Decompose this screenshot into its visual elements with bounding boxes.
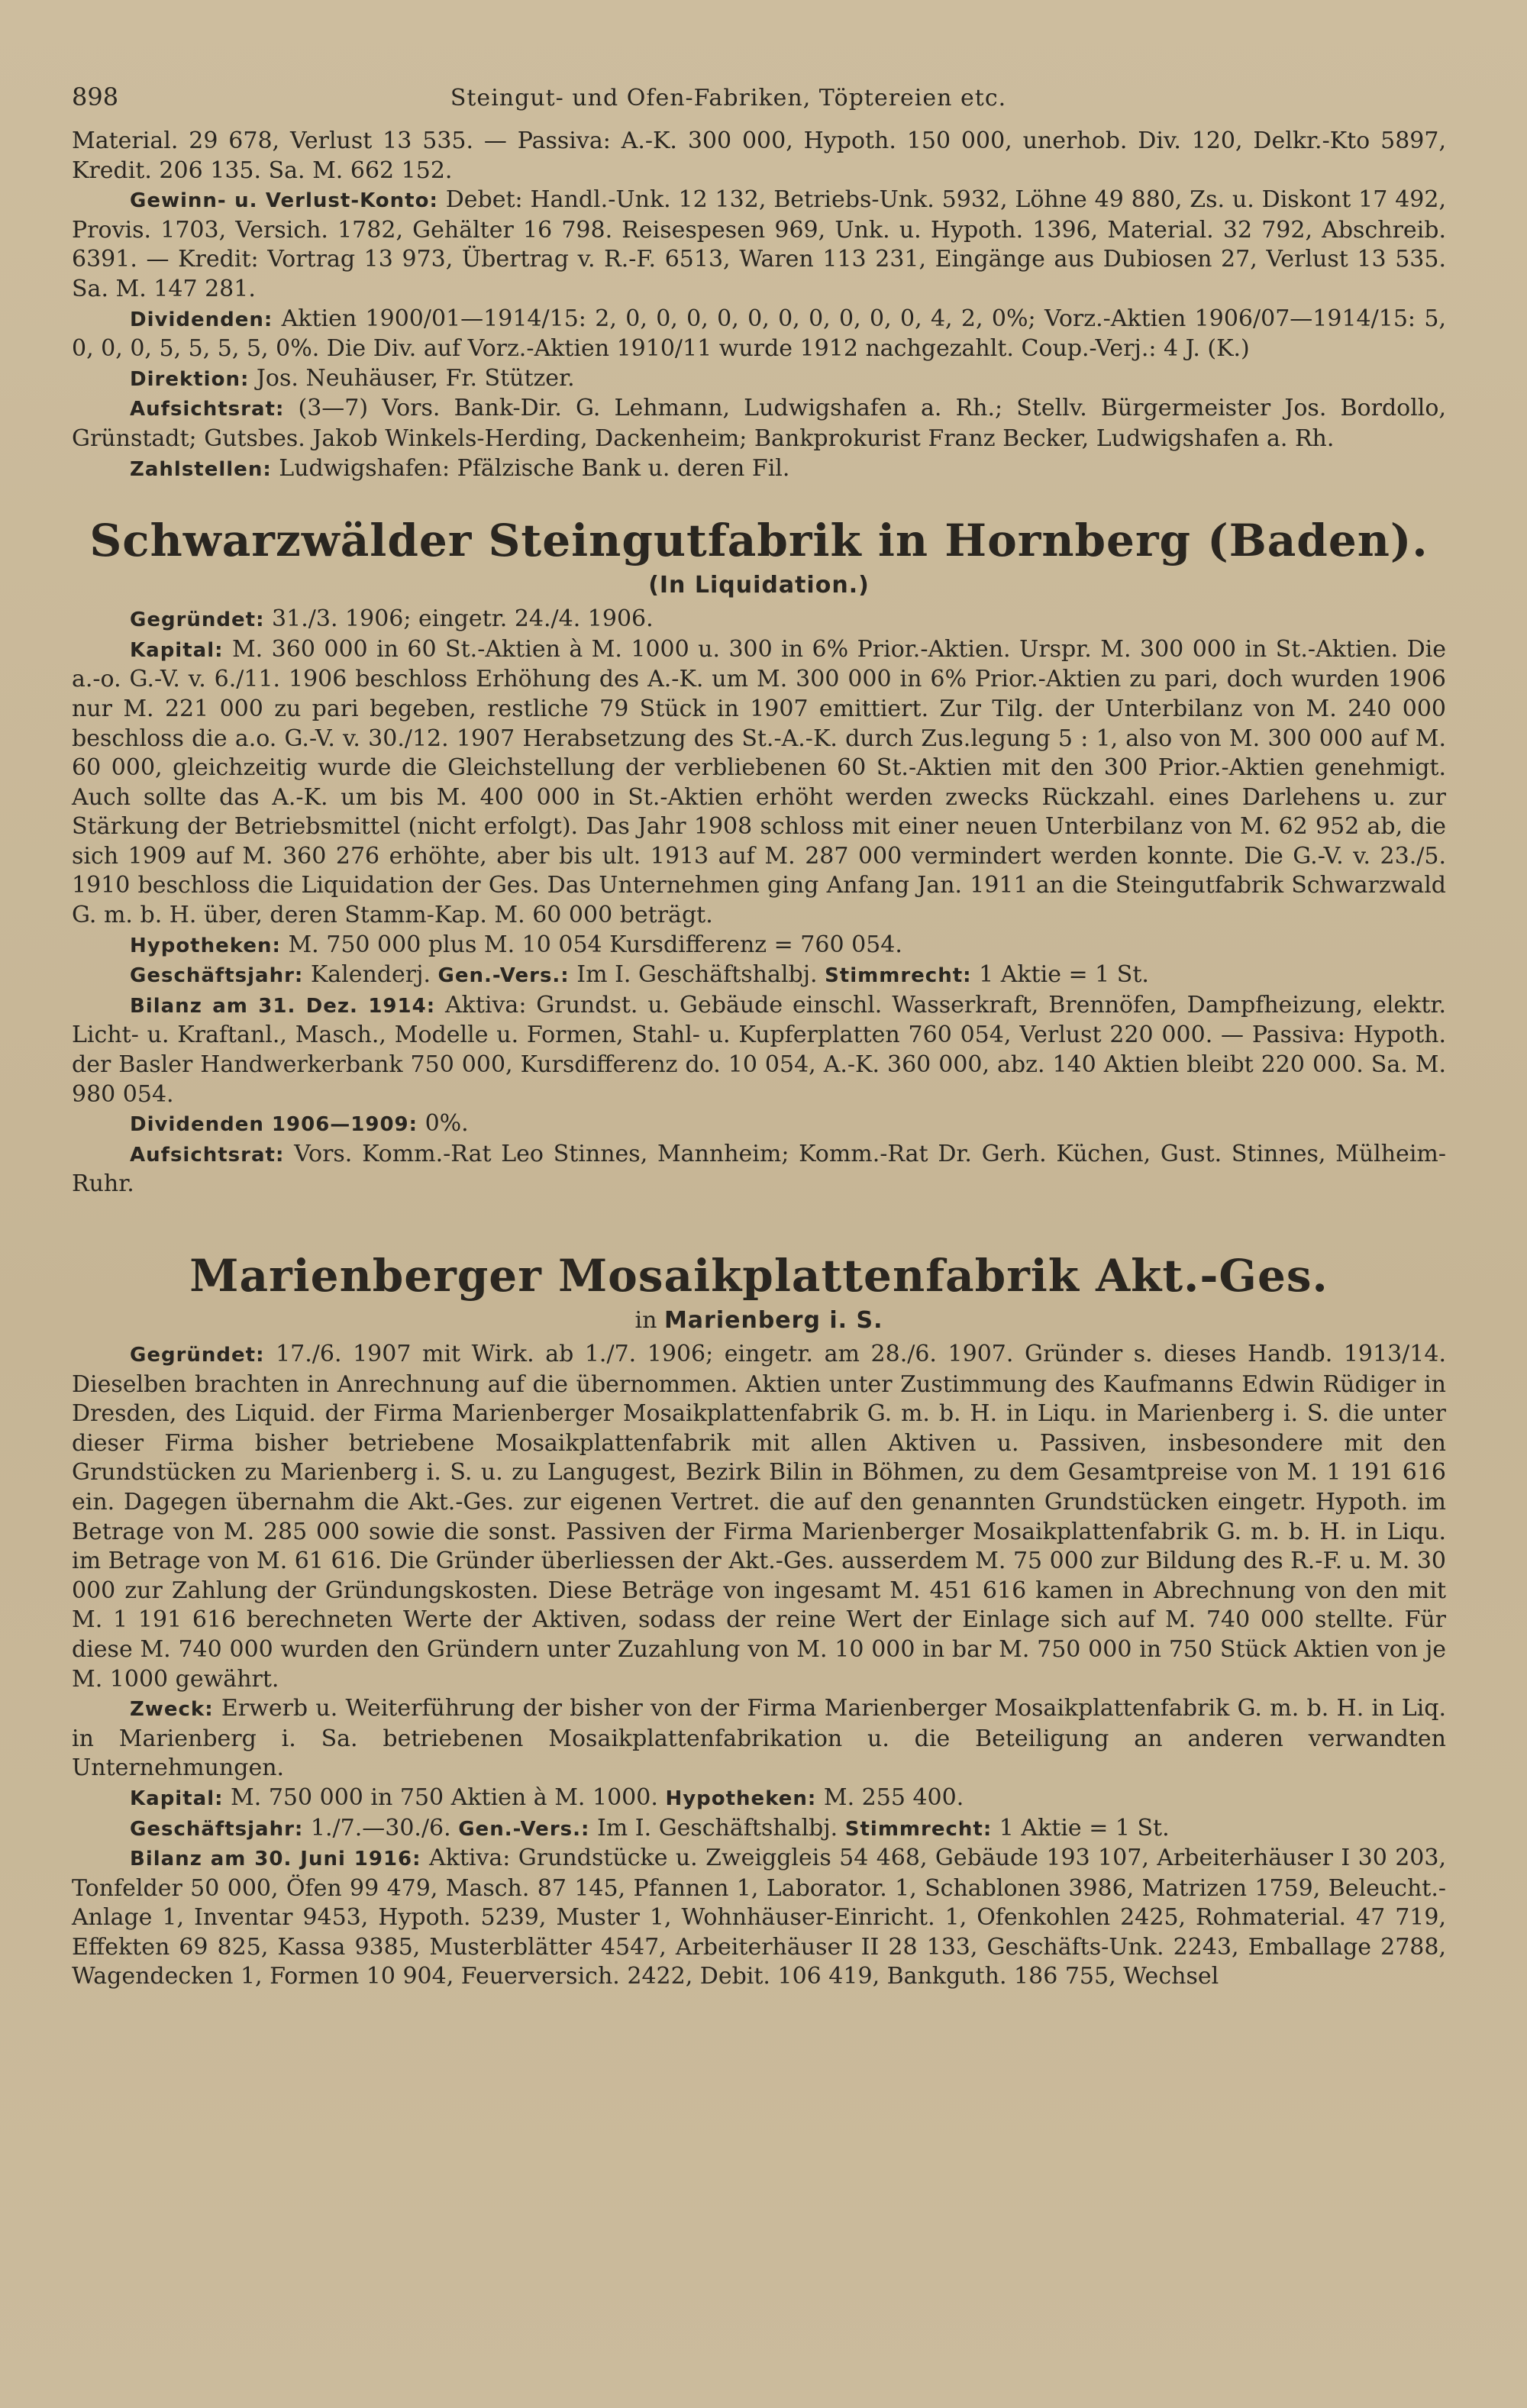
prev-aufsichtsrat-text: (3—7) Vors. Bank-Dir. G. Lehmann, Ludwigshafen a. Rh.; Stellv. Bürgermeister Jos. Bordollo, Grünstadt; Gutsbes. Jakob Winkels-Herding, Dackenheim; Bankprokurist Franz Becker, Ludwigshafen a. Rh. — [72, 395, 1446, 452]
prev-dividenden-label: Dividenden: — [130, 308, 273, 331]
marienberg-subtitle-prefix: in — [634, 1307, 657, 1334]
schwarzwald-stimmrecht-text: 1 Aktie = 1 St. — [979, 961, 1149, 989]
schwarzwald-dividenden-label: Dividenden 1906—1909: — [130, 1113, 418, 1137]
marienberg-stimmrecht-label: Stimmrecht: — [844, 1817, 993, 1841]
prev-aufsichtsrat-label: Aufsichtsrat: — [130, 398, 285, 421]
prev-zahlstellen-label: Zahlstellen: — [130, 457, 272, 481]
marienberg-kapital-label: Kapital: — [130, 1787, 224, 1810]
schwarzwald-aufsichtsrat-paragraph — [72, 1140, 1446, 1199]
running-title: Steingut- und Ofen-Fabriken, Töptereien etc. — [450, 85, 1007, 111]
marienberg-bilanz-label: Bilanz am 30. Juni 1916: — [130, 1848, 421, 1871]
marienberg-bilanz-text: Aktiva: Grundstücke u. Zweiggleis 54 468, Gebäude 193 107, Arbeiterhäuser I 30 203, Tonfelder 50 000, Öfen 99 479, Masch. 87 145, Pfannen 1, Laborator. 1, Schablonen 3986, Matrizen 1759, Beleucht.-Anlage 1, Inventar 9453, Hypoth. 5239, Muster 1, Wohnhäuser-Einricht. 1, Ofenkohlen 2425, Rohmaterial. 47 719, Effekten 69 825, Kassa 9385, Musterblätter 4547, Arbeiterhäuser II 28 133, Geschäfts-Unk. 2243, Emballage 2788, Wagendecken 1, Formen 10 904, Feuerversich. 2422, Debit. 106 419, Bankguth. 186 755, Wechsel — [72, 1845, 1446, 1990]
schwarzwald-bilanz-paragraph — [72, 991, 1446, 1109]
schwarzwald-bilanz-label: Bilanz am 31. Dez. 1914: — [130, 994, 436, 1018]
prev-direktion-text: Jos. Neuhäuser, Fr. Stützer. — [256, 364, 575, 392]
schwarzwald-kapital-paragraph — [72, 635, 1446, 931]
schwarzwald-geschaeftsjahr-text: Kalenderj. — [310, 961, 431, 989]
marienberg-geschaeftsjahr-label: Geschäftsjahr: — [130, 1817, 304, 1841]
marienberg-subtitle-place: Marienberg i. S. — [663, 1307, 883, 1334]
marienberg-gegruendet-label: Gegründet: — [130, 1344, 265, 1367]
schwarzwald-dividenden-paragraph — [72, 1109, 1446, 1140]
schwarzwald-kapital-text: M. 360 000 in 60 St.-Aktien à M. 1000 u. 300 in 6% Prior.-Aktien. Urspr. M. 300 000 in St.-Aktien. Die a.-o. G.-V. v. 6./11. 1906 beschloss Erhöhung des A.-K. um M. 300 000 in 6% Prior.-Aktien zu pari, doch wurden 1906 nur M. 221 000 zu pari begeben, restliche 79 Stück in 1907 emittiert. Zur Tilg. der Unterbilanz von M. 240 000 beschloss die a.o. G.-V. v. 30./12. 1907 Herabsetzung des St.-A.-K. durch Zus.legung 5 : 1, also von M. 300 000 auf M. 60 000, gleichzeitig wurde die Gleichstellung der verbliebenen 60 St.-Aktien mit den 300 Prior.-Aktien genehmigt. Auch sollte das A.-K. um bis M. 400 000 in St.-Aktien erhöht werden zwecks Rückzahl. eines Darlehens u. zur Stärkung der Betriebsmittel (nicht erfolgt). Das Jahr 1908 schloss mit einer neuen Unterbilanz von M. 62 952 ab, die sich 1909 auf M. 360 276 erhöhte, aber bis ult. 1913 auf M. 287 000 vermindert werden konnte. Die G.-V. v. 23./5. 1910 beschloss die Liquidation der Ges. Das Unternehmen ging Anfang Jan. 1911 an die Steingutfabrik Schwarzwald G. m. b. H. über, deren Stamm-Kap. M. 60 000 beträgt. — [72, 635, 1446, 929]
prev-direktion-paragraph — [72, 364, 1446, 395]
marienberg-gegruendet-paragraph — [72, 1340, 1446, 1694]
page-header — [72, 82, 1446, 127]
schwarzwald-section — [72, 510, 1446, 1199]
prev-dividenden-paragraph — [72, 305, 1446, 364]
schwarzwald-dividenden-text: 0%. — [425, 1110, 469, 1138]
marienberg-kapital-paragraph — [72, 1783, 1446, 1814]
prev-zahlstellen-paragraph — [72, 454, 1446, 485]
marienberg-geschaeftsjahr-paragraph — [72, 1814, 1446, 1845]
page-body — [72, 127, 1446, 1992]
prev-dividenden-text: Aktien 1900/01—1914/15: 2, 0, 0, 0, 0, 0, 0, 0, 0, 0, 0, 4, 2, 0%; Vorz.-Aktien 1906/07—1914/15: 5, 0, 0, 0, 5, 5, 5, 5, 0%. Die Div. auf Vorz.-Aktien 1910/11 wurde 1912 nachgezahlt. Coup.-Verj.: 4 J. (K.) — [72, 305, 1446, 363]
schwarzwald-hypotheken-text: M. 750 000 plus M. 10 054 Kursdifferenz = 760 054. — [288, 931, 902, 958]
prev-gewinn-paragraph — [72, 186, 1446, 304]
schwarzwald-geschaeftsjahr-paragraph — [72, 960, 1446, 991]
marienberg-section — [72, 1245, 1446, 1992]
prev-balance-text: Material. 29 678, Verlust 13 535. — Passiva: A.-K. 300 000, Hypoth. 150 000, unerhob. Div. 120, Delkr.-Kto 5897, Kredit. 206 135. Sa. M. 662 152. — [72, 128, 1446, 184]
prev-zahlstellen-text: Ludwigshafen: Pfälzische Bank u. deren Fil. — [279, 454, 790, 482]
prev-balance-paragraph — [72, 127, 1446, 186]
schwarzwald-title: Schwarzwälder Steingutfabrik in Hornberg (Baden). — [89, 515, 1429, 567]
prev-direktion-label: Direktion: — [130, 367, 250, 391]
schwarzwald-subtitle-text: (In Liquidation.) — [648, 572, 870, 599]
marienberg-stimmrecht-text: 1 Aktie = 1 St. — [999, 1814, 1170, 1842]
schwarzwald-genvers-label: Gen.-Vers.: — [437, 964, 570, 988]
schwarzwald-aufsichtsrat-text: Vors. Komm.-Rat Leo Stinnes, Mannheim; Komm.-Rat Dr. Gerh. Küchen, Gust. Stinnes, Mülheim-Ruhr. — [72, 1140, 1446, 1198]
marienberg-gegruendet-text: 17./6. 1907 mit Wirk. ab 1./7. 1906; eingetr. am 28./6. 1907. Gründer s. dieses Handb. 1913/14. Dieselben brachten in Anrechnung auf die übernommen. Aktien unter Zustimmung des Kaufmanns Edwin Rüdiger in Dresden, des Liquid. der Firma Marienberger Mosaikplattenfabrik G. m. b. H. in Liqu. in Marienberg i. S. die unter dieser Firma bisher betriebene Mosaikplattenfabrik mit allen Aktiven u. Passiven, insbesondere mit den Grundstücken zu Marienberg i. S. u. zu Langugest, Bezirk Bilin in Böhmen, zu dem Gesamtpreise von M. 1 191 616 ein. Dagegen übernahm die Akt.-Ges. zur eigenen Vertret. die auf den genannten Grundstücken eingetr. Hypoth. im Betrage von M. 285 000 sowie die sonst. Passiven der Firma Marienberger Mosaikplattenfabrik G. m. b. H. in Liqu. im Betrage von M. 61 616. Die Gründer überliessen der Akt.-Ges. ausserdem M. 75 000 zur Bildung des R.-F. u. M. 30 000 zur Zahlung der Gründungskosten. Diese Beträge von ingesamt M. 451 616 kamen in Abrechnung von den mit M. 1 191 616 berechneten Werte der Aktiven, sodass der reine Wert der Einlage sich auf M. 740 000 stellte. Für diese M. 740 000 wurden den Gründern unter Zuzahlung von M. 10 000 in bar M. 750 000 in 750 Stück Aktien von je M. 1000 gewährt. — [72, 1341, 1447, 1693]
marienberg-geschaeftsjahr-text: 1./7.—30./6. — [310, 1814, 451, 1842]
schwarzwald-geschaeftsjahr-label: Geschäftsjahr: — [130, 964, 304, 988]
marienberg-zweck-text: Erwerb u. Weiterführung der bisher von der Firma Marienberger Mosaikplattenfabrik G. m. b. H. in Liq. in Marienberg i. Sa. betriebenen Mosaikplattenfabrikation u. die Beteiligung an anderen verwandten Unternehmungen. — [72, 1695, 1446, 1782]
marienberg-genvers-label: Gen.-Vers.: — [458, 1817, 590, 1841]
schwarzwald-hypotheken-paragraph — [72, 931, 1446, 961]
schwarzwald-gegruendet-label: Gegründet: — [130, 608, 265, 632]
schwarzwald-hypotheken-label: Hypotheken: — [130, 934, 281, 957]
marienberg-zweck-label: Zweck: — [130, 1698, 214, 1722]
marienberg-bilanz-paragraph — [72, 1844, 1446, 1992]
marienberg-zweck-paragraph — [72, 1694, 1446, 1783]
schwarzwald-stimmrecht-label: Stimmrecht: — [825, 964, 972, 988]
prev-company-section — [72, 127, 1446, 484]
marienberg-title: Marienberger Mosaikplattenfabrik Akt.-Ges. — [189, 1250, 1328, 1302]
marienberg-hypotheken-text: M. 255 400. — [823, 1783, 964, 1811]
schwarzwald-gegruendet-paragraph — [72, 605, 1446, 635]
prev-aufsichtsrat-paragraph — [72, 394, 1446, 454]
schwarzwald-aufsichtsrat-label: Aufsichtsrat: — [130, 1143, 285, 1167]
schwarzwald-bilanz-text: Aktiva: Grundst. u. Gebäude einschl. Wasserkraft, Brennöfen, Dampfheizung, elektr. Licht- u. Kraftanl., Masch., Modelle u. Formen, Stahl- u. Kupferplatten 760 054, Verlust 220 000. — Passiva: Hypoth. der Basler Handwerkerbank 750 000, Kursdifferenz do. 10 054, A.-K. 360 000, abz. 140 Aktien bleibt 220 000. Sa. M. 980 054. — [72, 991, 1446, 1108]
marienberg-genvers-text: Im I. Geschäftshalbj. — [596, 1814, 838, 1842]
prev-gewinn-label: Gewinn- u. Verlust-Konto: — [130, 189, 438, 213]
schwarzwald-genvers-text: Im I. Geschäftshalbj. — [576, 961, 818, 989]
schwarzwald-subtitle — [72, 571, 1446, 600]
page-number: 898 — [72, 82, 119, 111]
schwarzwald-gegruendet-text: 31./3. 1906; eingetr. 24./4. 1906. — [272, 605, 654, 633]
marienberg-subtitle — [72, 1306, 1446, 1335]
schwarzwald-kapital-label: Kapital: — [130, 638, 224, 662]
marienberg-hypotheken-label: Hypotheken: — [665, 1787, 817, 1810]
prev-gewinn-text: Debet: Handl.-Unk. 12 132, Betriebs-Unk. 5932, Löhne 49 880, Zs. u. Diskont 17 492, Provis. 1703, Versich. 1782, Gehälter 16 798. Reisespesen 969, Unk. u. Hypoth. 1396, Material. 32 792, Abschreib. 6391. — Kredit: Vortrag 13 973, Übertrag v. R.-F. 6513, Waren 113 231, Eingänge aus Dubiosen 27, Verlust 13 535. Sa. M. 147 281. — [72, 186, 1446, 302]
marienberg-kapital-text: M. 750 000 in 750 Aktien à M. 1000. — [231, 1783, 658, 1811]
